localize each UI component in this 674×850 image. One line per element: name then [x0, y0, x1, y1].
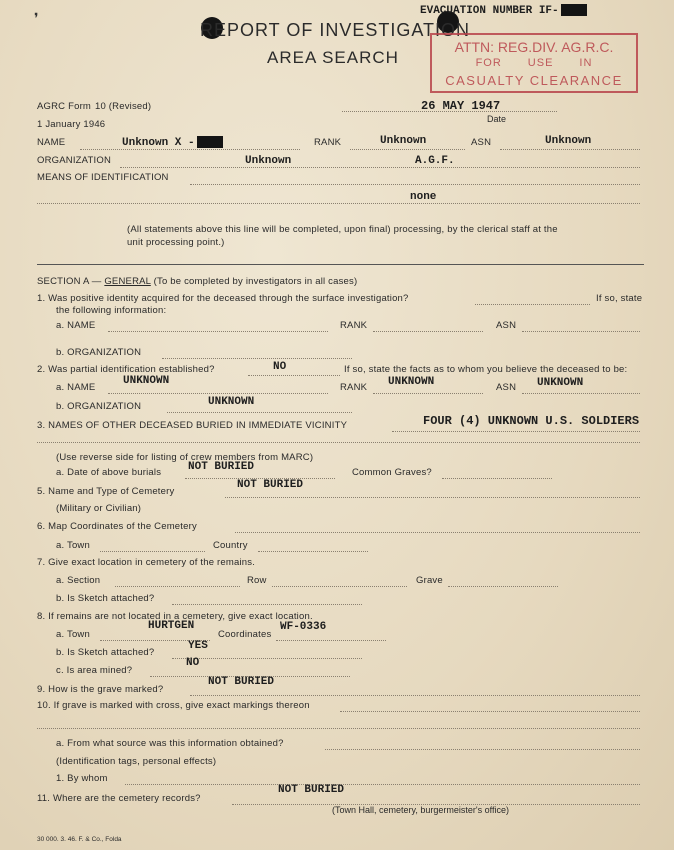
- stamp-line-3: CASUALTY CLEARANCE: [445, 73, 623, 88]
- q2-org-value: UNKNOWN: [208, 396, 255, 408]
- means-value: none: [410, 191, 437, 203]
- q2-name-line: [108, 393, 328, 394]
- q11-answer: NOT BURIED: [278, 784, 345, 796]
- q10-source-line: [325, 749, 640, 750]
- q4-label: a. Date of above burials: [56, 467, 162, 478]
- q8-coordinates-label: Coordinates: [218, 629, 272, 640]
- organization-line: [120, 167, 640, 168]
- q7-grave-line: [448, 586, 558, 587]
- q5-label: 5. Name and Type of Cemetery: [37, 486, 175, 497]
- q10-source-note: (Identification tags, personal effects): [56, 756, 217, 767]
- q8-coordinates-line: [276, 640, 386, 641]
- organization-value: Unknown: [245, 155, 292, 167]
- organization-label: ORGANIZATION: [37, 155, 112, 166]
- q2-answer: NO: [273, 361, 287, 373]
- stamp-line-1: ATTN: REG.DIV. AG.R.C.: [454, 39, 614, 55]
- q9-line: [190, 695, 640, 696]
- q7-section-line: [115, 586, 240, 587]
- q2-line: [248, 375, 340, 376]
- q1-asn-label: ASN: [496, 320, 517, 331]
- q4-common-line: [442, 478, 552, 479]
- q6-country-line: [258, 551, 368, 552]
- q7-section-label: a. Section: [56, 575, 101, 586]
- q1-if-so: If so, state: [596, 293, 643, 304]
- q2-rank-line: [373, 393, 483, 394]
- report-date: 26 MAY 1947: [421, 99, 501, 113]
- stamp-line-2: FOR USE IN: [475, 57, 593, 69]
- report-subtitle: AREA SEARCH: [267, 48, 399, 67]
- q8-town-value: HURTGEN: [148, 620, 195, 632]
- q7-grave-label: Grave: [416, 575, 443, 586]
- q6-country-label: Country: [213, 540, 248, 551]
- q6-town-line: [100, 551, 205, 552]
- q6-label: 6. Map Coordinates of the Cemetery: [37, 521, 197, 532]
- q10-label: 10. If grave is marked with cross, give exact markings thereon: [37, 700, 310, 711]
- q3-line: [392, 431, 640, 432]
- means-label: MEANS OF IDENTIFICATION: [37, 172, 169, 183]
- q10-line-2: [37, 728, 640, 729]
- q7-label: 7. Give exact location in cemetery of the remains.: [37, 557, 256, 568]
- rank-line: [350, 149, 465, 150]
- q3-note: (Use reverse side for listing of crew members from MARC): [56, 452, 314, 463]
- q1-org-label: b. ORGANIZATION: [56, 347, 142, 358]
- q7-sketch-label: b. Is Sketch attached?: [56, 593, 155, 604]
- name-line: [80, 149, 300, 150]
- clerical-note-2: unit processing point.): [127, 237, 225, 248]
- q6-town-label: a. Town: [56, 540, 90, 551]
- casualty-clearance-stamp: [430, 33, 638, 93]
- q2-asn-label: ASN: [496, 382, 517, 393]
- q9-answer: NOT BURIED: [208, 676, 275, 688]
- q2-org-line: [167, 412, 352, 413]
- q8-label: 8. If remains are not located in a cemetery, give exact location.: [37, 611, 313, 622]
- q2-if-so: If so, state the facts as to whom you believe the deceased to be:: [344, 364, 628, 375]
- q2-name-value: UNKNOWN: [123, 375, 170, 387]
- redaction-bar: [561, 4, 587, 16]
- q10-source-label: a. From what source was this information obtained?: [56, 738, 284, 749]
- q1-label: 1. Was positive identity acquired for the deceased through the surface investigation?: [37, 293, 409, 304]
- report-title: REPORT OF INVESTIGATION: [200, 20, 471, 40]
- q7-row-line: [272, 586, 407, 587]
- form-number: 10 (Revised): [95, 101, 152, 112]
- name-label: NAME: [37, 137, 66, 148]
- q9-label: 9. How is the grave marked?: [37, 684, 164, 695]
- q1-rank-line: [373, 331, 483, 332]
- name-redaction: [197, 136, 223, 148]
- q2-rank-value: UNKNOWN: [388, 376, 435, 388]
- q2-label: 2. Was partial identification established?: [37, 364, 215, 375]
- q2-org-label: b. ORGANIZATION: [56, 401, 142, 412]
- q11-label: 11. Where are the cemetery records?: [37, 793, 201, 804]
- form-date: 1 January 1946: [37, 119, 106, 130]
- q3-line-2: [37, 442, 640, 443]
- q1-org-line: [162, 358, 352, 359]
- q8-mined-label: c. Is area mined?: [56, 665, 133, 676]
- corner-mark: ❜: [34, 10, 39, 26]
- date-label: Date: [487, 114, 507, 124]
- clerical-note-1: (All statements above this line will be completed, upon final) processing, by the clerical staff at the: [127, 224, 558, 235]
- q1-name-line: [108, 331, 328, 332]
- q8-sketch-line: [172, 658, 362, 659]
- q8-town-label: a. Town: [56, 629, 90, 640]
- q8-sketch-label: b. Is Sketch attached?: [56, 647, 155, 658]
- q7-row-label: Row: [247, 575, 267, 586]
- asn-line: [500, 149, 640, 150]
- q5-line: [225, 497, 640, 498]
- name-value: Unknown X -: [122, 136, 223, 149]
- q10-by-whom-label: 1. By whom: [56, 773, 108, 784]
- means-line-2: [37, 203, 640, 204]
- q4-answer: NOT BURIED: [188, 461, 255, 473]
- q5-answer: NOT BURIED: [237, 479, 304, 491]
- form-name: AGRC Form: [37, 101, 92, 112]
- q1-name-label: a. NAME: [56, 320, 96, 331]
- q5-note: (Military or Civilian): [56, 503, 142, 514]
- printer-imprint: 30 000. 3. 46. F. & Co., Folda: [37, 836, 122, 843]
- asn-label: ASN: [471, 137, 492, 148]
- q8-mined-value: NO: [186, 657, 200, 669]
- rank-value: Unknown: [380, 135, 427, 147]
- q2-asn-line: [522, 393, 640, 394]
- q1-rank-label: RANK: [340, 320, 368, 331]
- q2-name-label: a. NAME: [56, 382, 96, 393]
- q1-following: the following information:: [56, 305, 167, 316]
- rank-label: RANK: [314, 137, 342, 148]
- means-line-1: [190, 184, 640, 185]
- q6-line: [235, 532, 640, 533]
- organization-value-2: A.G.F.: [415, 155, 455, 167]
- section-divider: [37, 264, 644, 265]
- q2-rank-label: RANK: [340, 382, 368, 393]
- q1-line: [475, 304, 590, 305]
- q10-by-whom-line: [125, 784, 640, 785]
- q11-note: (Town Hall, cemetery, burgermeister's office): [332, 805, 509, 815]
- q3-answer: FOUR (4) UNKNOWN U.S. SOLDIERS: [423, 414, 640, 428]
- q8-coordinates-value: WF-0336: [280, 621, 327, 633]
- asn-value: Unknown: [545, 135, 592, 147]
- q4-common-graves: Common Graves?: [352, 467, 432, 478]
- section-a-heading: SECTION A — GENERAL (To be completed by investigators in all cases): [37, 276, 358, 287]
- q10-line: [340, 711, 640, 712]
- evacuation-number: EVACUATION NUMBER IF-: [420, 4, 587, 17]
- q8-sketch-value: YES: [188, 640, 208, 652]
- q1-asn-line: [522, 331, 640, 332]
- q7-sketch-line: [172, 604, 362, 605]
- q3-label: 3. NAMES OF OTHER DECEASED BURIED IN IMMEDIATE VICINITY: [37, 420, 348, 431]
- q2-asn-value: UNKNOWN: [537, 377, 584, 389]
